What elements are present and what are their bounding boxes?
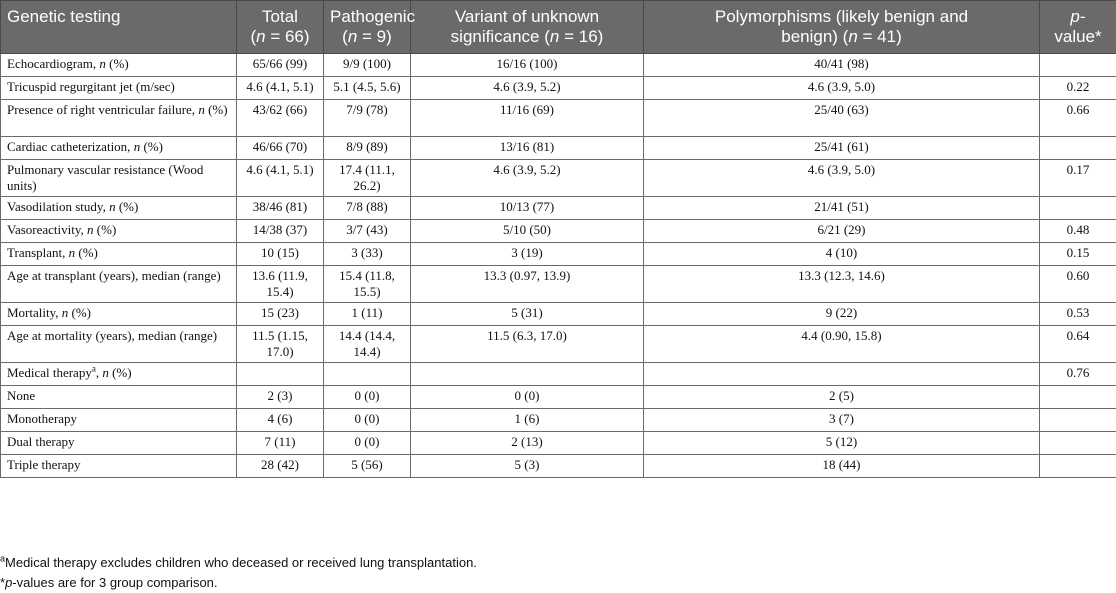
cell-total: 46/66 (70): [237, 137, 324, 160]
row-label: Transplant, n (%): [1, 243, 237, 266]
header-pathogenic: Pathogenic (n = 9): [324, 1, 411, 54]
cell-polymorphisms: 2 (5): [644, 386, 1040, 409]
cell-pathogenic: 14.4 (14.4, 14.4): [324, 326, 411, 363]
cell-pathogenic: 15.4 (11.8, 15.5): [324, 266, 411, 303]
cell-p-value: 0.53: [1040, 303, 1116, 326]
row-label: Cardiac catheterization, n (%): [1, 137, 237, 160]
cell-total: 4 (6): [237, 409, 324, 432]
cell-p-value: [1040, 197, 1116, 220]
table-row: [1, 243, 1116, 266]
header-row: [1, 1, 1116, 54]
table-row: [1, 455, 1116, 478]
cell-total: 38/46 (81): [237, 197, 324, 220]
cell-p-value: 0.76: [1040, 363, 1116, 386]
table-row: [1, 303, 1116, 326]
cell-polymorphisms: 25/41 (61): [644, 137, 1040, 160]
cell-pathogenic: 0 (0): [324, 409, 411, 432]
cell-vus: 11.5 (6.3, 17.0): [411, 326, 644, 363]
cell-p-value: 0.66: [1040, 100, 1116, 137]
cell-total: 10 (15): [237, 243, 324, 266]
header-vus: Variant of unknown significance (n = 16): [411, 1, 644, 54]
cell-total: 4.6 (4.1, 5.1): [237, 77, 324, 100]
cell-total: 4.6 (4.1, 5.1): [237, 160, 324, 197]
table-row: [1, 197, 1116, 220]
table-row: [1, 432, 1116, 455]
row-label: Age at mortality (years), median (range): [1, 326, 237, 363]
cell-vus: 3 (19): [411, 243, 644, 266]
row-label: Vasoreactivity, n (%): [1, 220, 237, 243]
row-label: Presence of right ventricular failure, n (%): [1, 100, 237, 137]
cell-vus: 10/13 (77): [411, 197, 644, 220]
table-row: [1, 137, 1116, 160]
cell-polymorphisms: 4.6 (3.9, 5.0): [644, 160, 1040, 197]
cell-total: 11.5 (1.15, 17.0): [237, 326, 324, 363]
row-label: Medical therapy$^a$, n (%): [1, 363, 237, 386]
cell-total: 65/66 (99): [237, 54, 324, 77]
cell-vus: 13.3 (0.97, 13.9): [411, 266, 644, 303]
cell-vus: 5/10 (50): [411, 220, 644, 243]
table-footnotes: [0, 553, 477, 593]
row-label: Tricuspid regurgitant jet (m/sec): [1, 77, 237, 100]
cell-vus: 4.6 (3.9, 5.2): [411, 77, 644, 100]
cell-polymorphisms: 13.3 (12.3, 14.6): [644, 266, 1040, 303]
cell-vus: 4.6 (3.9, 5.2): [411, 160, 644, 197]
table-row: [1, 409, 1116, 432]
cell-pathogenic: 9/9 (100): [324, 54, 411, 77]
cell-polymorphisms: 18 (44): [644, 455, 1040, 478]
cell-total: [237, 363, 324, 386]
cell-polymorphisms: 4.6 (3.9, 5.0): [644, 77, 1040, 100]
row-label: Age at transplant (years), median (range): [1, 266, 237, 303]
cell-total: 7 (11): [237, 432, 324, 455]
cell-vus: 2 (13): [411, 432, 644, 455]
cell-p-value: 0.60: [1040, 266, 1116, 303]
row-label: Vasodilation study, n (%): [1, 197, 237, 220]
cell-p-value: 0.15: [1040, 243, 1116, 266]
header-p-value: p- value*: [1040, 1, 1116, 54]
cell-total: 14/38 (37): [237, 220, 324, 243]
cell-total: 15 (23): [237, 303, 324, 326]
cell-p-value: [1040, 386, 1116, 409]
cell-p-value: [1040, 137, 1116, 160]
row-label: Triple therapy: [1, 455, 237, 478]
cell-pathogenic: 8/9 (89): [324, 137, 411, 160]
cell-polymorphisms: [644, 363, 1040, 386]
cell-total: 2 (3): [237, 386, 324, 409]
header-genetic-testing: Genetic testing: [1, 1, 237, 54]
cell-vus: [411, 363, 644, 386]
cell-total: 13.6 (11.9, 15.4): [237, 266, 324, 303]
cell-p-value: [1040, 455, 1116, 478]
cell-pathogenic: 3 (33): [324, 243, 411, 266]
cell-pathogenic: 17.4 (11.1, 26.2): [324, 160, 411, 197]
cell-vus: 5 (31): [411, 303, 644, 326]
cell-pathogenic: 0 (0): [324, 432, 411, 455]
cell-total: 28 (42): [237, 455, 324, 478]
cell-pathogenic: 7/8 (88): [324, 197, 411, 220]
cell-polymorphisms: 3 (7): [644, 409, 1040, 432]
cell-p-value: 0.64: [1040, 326, 1116, 363]
cell-p-value: 0.17: [1040, 160, 1116, 197]
cell-polymorphisms: 25/40 (63): [644, 100, 1040, 137]
cell-pathogenic: 0 (0): [324, 386, 411, 409]
row-label: Pulmonary vascular resistance (Wood units): [1, 160, 237, 197]
row-label: Mortality, n (%): [1, 303, 237, 326]
cell-pathogenic: 7/9 (78): [324, 100, 411, 137]
cell-polymorphisms: 40/41 (98): [644, 54, 1040, 77]
cell-pathogenic: [324, 363, 411, 386]
cell-polymorphisms: 5 (12): [644, 432, 1040, 455]
cell-vus: 0 (0): [411, 386, 644, 409]
cell-p-value: 0.48: [1040, 220, 1116, 243]
cell-p-value: [1040, 432, 1116, 455]
cell-polymorphisms: 4 (10): [644, 243, 1040, 266]
table-row: [1, 326, 1116, 363]
table-row: [1, 386, 1116, 409]
table-row: [1, 363, 1116, 386]
table-row: [1, 77, 1116, 100]
cell-polymorphisms: 9 (22): [644, 303, 1040, 326]
table-row: [1, 266, 1116, 303]
header-total: Total (n = 66): [237, 1, 324, 54]
cell-pathogenic: 1 (11): [324, 303, 411, 326]
cell-p-value: [1040, 409, 1116, 432]
cell-vus: 16/16 (100): [411, 54, 644, 77]
cell-polymorphisms: 4.4 (0.90, 15.8): [644, 326, 1040, 363]
cell-polymorphisms: 21/41 (51): [644, 197, 1040, 220]
row-label: None: [1, 386, 237, 409]
header-polymorphisms: Polymorphisms (likely benign and benign) (n = 41): [644, 1, 1040, 54]
cell-vus: 13/16 (81): [411, 137, 644, 160]
cell-vus: 1 (6): [411, 409, 644, 432]
cell-pathogenic: 5.1 (4.5, 5.6): [324, 77, 411, 100]
table-row: [1, 100, 1116, 137]
footnote-star: *p-values are for 3 group comparison.: [0, 573, 477, 593]
cell-vus: 5 (3): [411, 455, 644, 478]
cell-pathogenic: 5 (56): [324, 455, 411, 478]
table-row: [1, 160, 1116, 197]
cell-polymorphisms: 6/21 (29): [644, 220, 1040, 243]
table-row: [1, 54, 1116, 77]
cell-vus: 11/16 (69): [411, 100, 644, 137]
cell-total: 43/62 (66): [237, 100, 324, 137]
footnote-a: $^a$Medical therapy excludes children who deceased or received lung transplantation.: [0, 553, 477, 573]
table-row: [1, 220, 1116, 243]
cell-p-value: [1040, 54, 1116, 77]
row-label: Dual therapy: [1, 432, 237, 455]
cell-pathogenic: 3/7 (43): [324, 220, 411, 243]
row-label: Monotherapy: [1, 409, 237, 432]
row-label: Echocardiogram, n (%): [1, 54, 237, 77]
cell-p-value: 0.22: [1040, 77, 1116, 100]
